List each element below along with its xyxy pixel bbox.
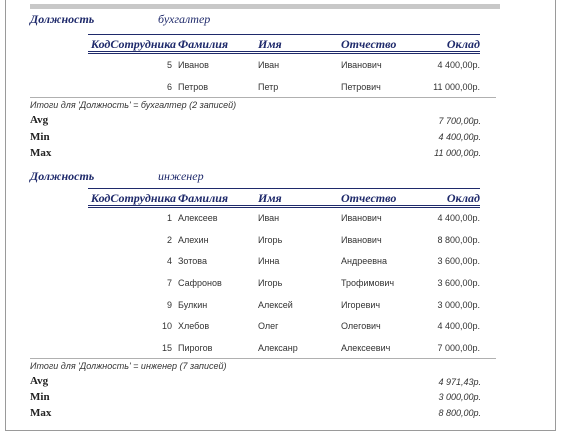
header-bottom-line xyxy=(88,205,480,206)
cell-last: Петров xyxy=(178,82,209,92)
cell-middle: Трофимович xyxy=(341,278,395,288)
stat-max-label: Max xyxy=(30,407,52,419)
group-label: Должность xyxy=(30,12,95,26)
stat-max-value: 8 800,00р. xyxy=(438,408,481,418)
header-top-line xyxy=(88,34,480,35)
cell-first: Петр xyxy=(258,82,279,92)
header-kod: КодСотрудника xyxy=(90,191,176,205)
cell-middle: Андреевна xyxy=(341,256,387,266)
header-otchestvo: Отчество xyxy=(341,37,397,51)
cell-middle: Петрович xyxy=(341,82,381,92)
cell-last: Хлебов xyxy=(178,321,210,331)
cell-first: Игорь xyxy=(258,278,283,288)
cell-middle: Алексеевич xyxy=(341,343,391,353)
stat-min-value: 4 400,00р. xyxy=(438,132,481,142)
cell-last: Булкин xyxy=(178,300,208,310)
header-kod: КодСотрудника xyxy=(90,37,176,51)
stat-avg-value: 7 700,00р. xyxy=(438,116,481,126)
stat-avg-label: Avg xyxy=(30,375,49,387)
header-bottom-line-2 xyxy=(88,207,480,208)
header-oklad: Оклад xyxy=(446,37,480,51)
header-bottom-line-2 xyxy=(88,53,480,54)
cell-salary: 7 000,00р. xyxy=(437,343,480,353)
group-value: бухгалтер xyxy=(158,12,211,26)
cell-salary: 4 400,00р. xyxy=(437,213,480,223)
header-otchestvo: Отчество xyxy=(341,191,397,205)
group-label: Должность xyxy=(30,169,95,183)
summary-separator xyxy=(30,358,496,359)
cell-last: Алехин xyxy=(178,235,209,245)
cell-middle: Иванович xyxy=(341,235,382,245)
stat-avg-label: Avg xyxy=(30,114,49,126)
cell-salary: 3 600,00р. xyxy=(437,278,480,288)
cell-first: Игорь xyxy=(258,235,283,245)
stat-min-label: Min xyxy=(30,131,50,143)
header-familiya: Фамилия xyxy=(178,37,229,51)
header-familiya: Фамилия xyxy=(178,191,229,205)
stat-max-label: Max xyxy=(30,147,52,159)
cell-id: 15 xyxy=(161,343,172,353)
cell-first: Инна xyxy=(258,256,280,266)
header-imya: Имя xyxy=(258,37,282,51)
cell-first: Иван xyxy=(258,213,280,223)
cell-salary: 3 000,00р. xyxy=(437,300,480,310)
cell-middle: Иванович xyxy=(341,60,382,70)
group-summary: Итоги для 'Должность' = бухгалтер (2 записей) xyxy=(30,100,237,110)
cell-first: Алексей xyxy=(258,300,293,310)
cell-salary: 8 800,00р. xyxy=(437,235,480,245)
cell-id: 1 xyxy=(166,213,172,223)
summary-separator xyxy=(30,97,496,98)
stat-min-value: 3 000,00р. xyxy=(438,392,481,402)
header-top-line xyxy=(88,188,480,189)
cell-id: 9 xyxy=(166,300,172,310)
header-imya: Имя xyxy=(258,191,282,205)
cell-id: 4 xyxy=(166,256,172,266)
cell-salary: 3 600,00р. xyxy=(437,256,480,266)
cell-id: 10 xyxy=(161,321,172,331)
cell-middle: Олегович xyxy=(341,321,381,331)
group-summary: Итоги для 'Должность' = инженер (7 записей) xyxy=(30,361,227,371)
cell-last: Иванов xyxy=(178,60,209,70)
cell-last: Сафронов xyxy=(178,278,222,288)
cell-first: Алексанр xyxy=(258,343,298,353)
group-value: инженер xyxy=(158,169,204,183)
header-oklad: Оклад xyxy=(446,191,480,205)
cell-salary: 4 400,00р. xyxy=(437,321,480,331)
cell-salary: 11 000,00р. xyxy=(433,82,480,92)
cell-first: Олег xyxy=(258,321,279,331)
cell-id: 6 xyxy=(166,82,172,92)
cell-last: Зотова xyxy=(178,256,207,266)
stat-avg-value: 4 971,43р. xyxy=(438,377,481,387)
cell-first: Иван xyxy=(258,60,280,70)
cell-id: 5 xyxy=(166,60,172,70)
stat-min-label: Min xyxy=(30,391,50,403)
header-bottom-line xyxy=(88,51,480,52)
cell-salary: 4 400,00р. xyxy=(437,60,480,70)
cell-last: Алексеев xyxy=(178,213,218,223)
cell-id: 7 xyxy=(166,278,172,288)
report-top-bar xyxy=(30,4,500,9)
stat-max-value: 11 000,00р. xyxy=(434,148,481,158)
cell-id: 2 xyxy=(166,235,172,245)
cell-last: Пирогов xyxy=(178,343,213,353)
cell-middle: Игоревич xyxy=(341,300,381,310)
cell-middle: Иванович xyxy=(341,213,382,223)
